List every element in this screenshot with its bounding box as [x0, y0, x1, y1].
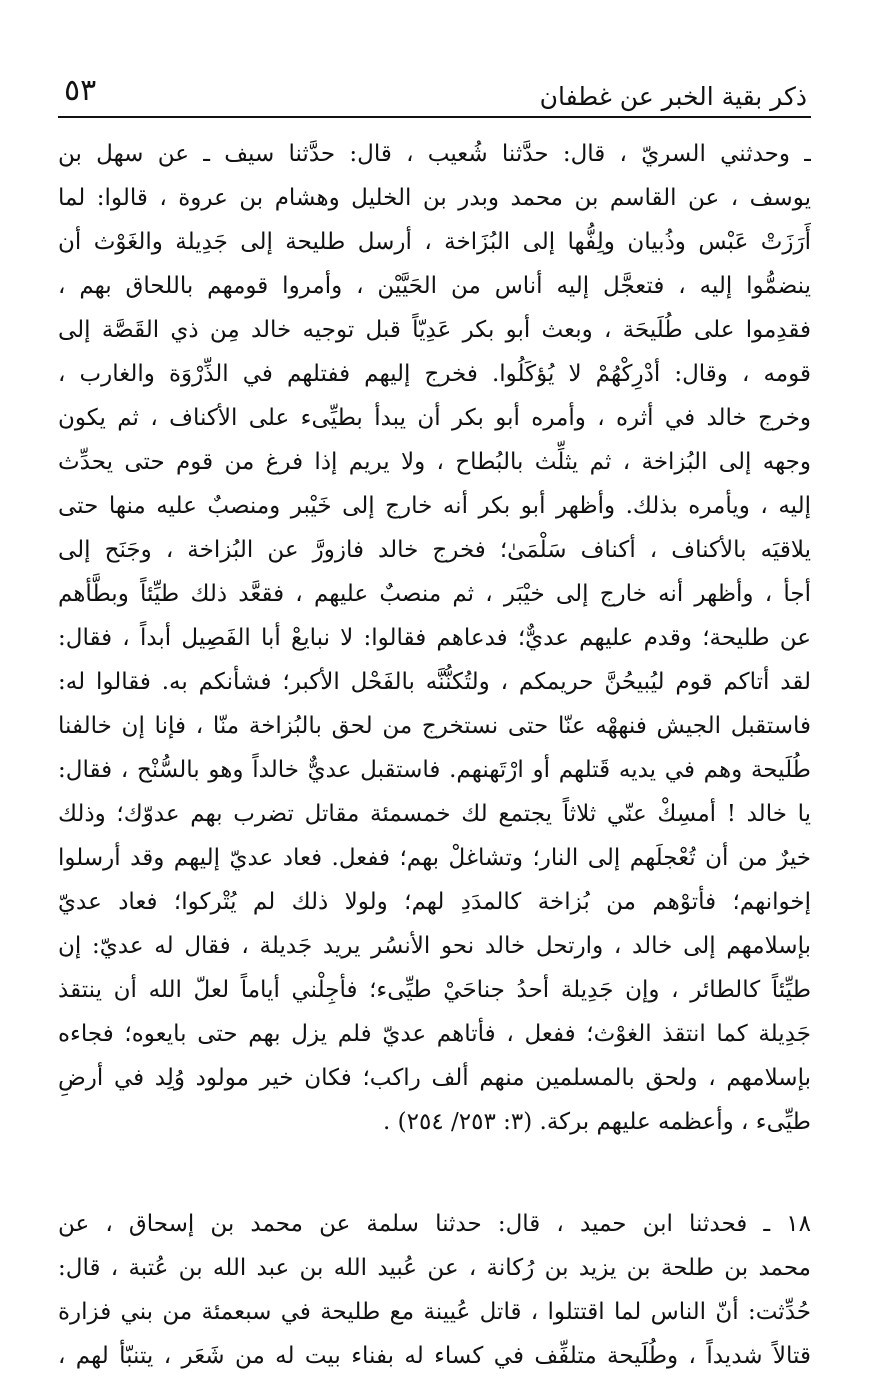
text-line: قتالاً شديداً ، وطُلَيحة متلفِّف في كساء له بفناء بيت له من شَعَر ، يتنبّأ لهم ،	[58, 1343, 811, 1369]
paragraph-gap	[58, 1144, 811, 1202]
text-line: ـ وحدثني السريّ ، قال: حدَّثنا شُعيب ، قال: حدَّثنا سيف ـ عن سهل بن	[58, 141, 811, 167]
paragraph-1	[58, 132, 811, 1144]
text-line: أَرَزَتْ عَبْس وذُبيان ولِفُّها إلى البُزَاخة ، أرسل طليحة إلى جَدِيلة والغَوْث أن	[58, 229, 811, 255]
text-line: طُلَيحة وهم في يديه قَتلهم أو ارْتَهنهم. فاستقبل عديٌّ خالداً وهو بالسُّنْح ، فقال:	[58, 757, 811, 783]
text-line: وجهه إلى البُزاخة ، ثم يثلِّث بالبُطاح ، ولا يريم إذا فرغ من قوم حتى يحدِّث	[58, 449, 811, 475]
text-line: وخرج خالد في أثره ، وأمره أبو بكر أن يبدأ بطيِّىء على الأكناف ، ثم يكون	[58, 405, 811, 431]
text-line: يوسف ، عن القاسم بن محمد وبدر بن الخليل وهشام بن عروة ، قالوا: لما	[58, 185, 811, 211]
text-line: محمد بن طلحة بن يزيد بن رُكانة ، عن عُبيد الله بن عبد الله بن عُتبة ، قال:	[58, 1255, 811, 1281]
text-line: بإسلامهم ، ولحق بالمسلمين منهم ألف راكب؛ فكان خير مولود وُلِد في أرضِ	[58, 1065, 811, 1091]
text-line: فاستقبل الجيش فنههْه عنّا حتى نستخرج من لحق بالبُزاخة منّا ، فإنا إن خالفنا	[58, 713, 811, 739]
body-text	[58, 132, 811, 1378]
page-header	[58, 70, 811, 118]
text-line: يا خالد ! أمسِكْ عنّي ثلاثاً يجتمع لك خمسمئة مقاتل تضرب بهم عدوّك؛ وذلك	[58, 801, 811, 827]
text-line: أجأ ، وأظهر أنه خارج إلى خيْبَر ، ثم منصبٌ عليهم ، فقعَّد ذلك طيِّئاً وبطَّأهم	[58, 581, 811, 607]
page-number: ٥٣	[64, 73, 97, 108]
text-line: فقدِموا على طُلَيحَة ، وبعث أبو بكر عَدِيّاً قبل توجيه خالد مِن ذي القَصَّة إلى	[58, 317, 811, 343]
text-line: طيِّئاً كالطائر ، وإن جَدِيلة أحدُ جناحَيْ طيِّىء؛ فأجِلْني أياماً لعلّ الله أن ينتقذ	[58, 977, 811, 1003]
text-line: حُدِّثت: أنّ الناس لما اقتتلوا ، قاتل عُيينة مع طليحة في سبعمئة من بني فزارة	[58, 1299, 811, 1325]
running-title: ذكر بقية الخبر عن غطفان	[539, 82, 807, 111]
text-line: طيِّىء ، وأعظمه عليهم بركة. (٣: ٢٥٣/ ٢٥٤) .	[383, 1109, 811, 1135]
text-line: ١٨ ـ فحدثنا ابن حميد ، قال: حدثنا سلمة عن محمد بن إسحاق ، عن	[58, 1211, 811, 1237]
paragraph-2	[58, 1202, 811, 1378]
text-line: ينضمُّوا إليه ، فتعجَّل إليه أناس من الحَيَّيْن ، وأمروا قومهم باللحاق بهم ،	[58, 273, 811, 299]
text-line: بإسلامهم إلى خالد ، وارتحل خالد نحو الأنسُر يريد جَديلة ، فقال له عديّ: إن	[58, 933, 811, 959]
text-line: إخوانهم؛ فأتوْهم من بُزاخة كالمدَدِ لهم؛ ولولا ذلك لم يُتْركوا؛ فعاد عديّ	[58, 889, 811, 915]
text-line: قومه ، وقال: أدْرِكْهُمْ لا يُؤكَلُوا. فخرج إليهم ففتلهم في الذِّرْوَة والغارب ،	[58, 361, 811, 387]
text-line: لقد أتاكم قوم ليُبيحُنَّ حريمكم ، ولتُكنُّنَّه بالفَحْل الأكبر؛ فشأنكم به. فقالوا له:	[58, 669, 811, 695]
text-line: عن طليحة؛ وقدم عليهم عديٌّ؛ فدعاهم فقالوا: لا نبايعْ أبا الفَصِيل أبداً ، فقال:	[58, 625, 811, 651]
text-line: جَدِيلة كما انتقذ الغوْث؛ ففعل ، فأتاهم عديّ فلم يزل بهم حتى بايعوه؛ فجاءه	[58, 1021, 811, 1047]
text-line: خيرٌ من أن تُعْجلَهم إلى النار؛ وتشاغلْ بهم؛ ففعل. فعاد عديّ إليهم وقد أرسلوا	[58, 845, 811, 871]
text-line: يلاقيَه بالأكناف ، أكناف سَلْمَىٰ؛ فخرج خالد فازورَّ عن البُزاخة ، وجَنَح إلى	[58, 537, 811, 563]
text-line: إليه ، ويأمره بذلك. وأظهر أبو بكر أنه خارج إلى خَيْبر ومنصبٌ عليه منها حتى	[58, 493, 811, 519]
